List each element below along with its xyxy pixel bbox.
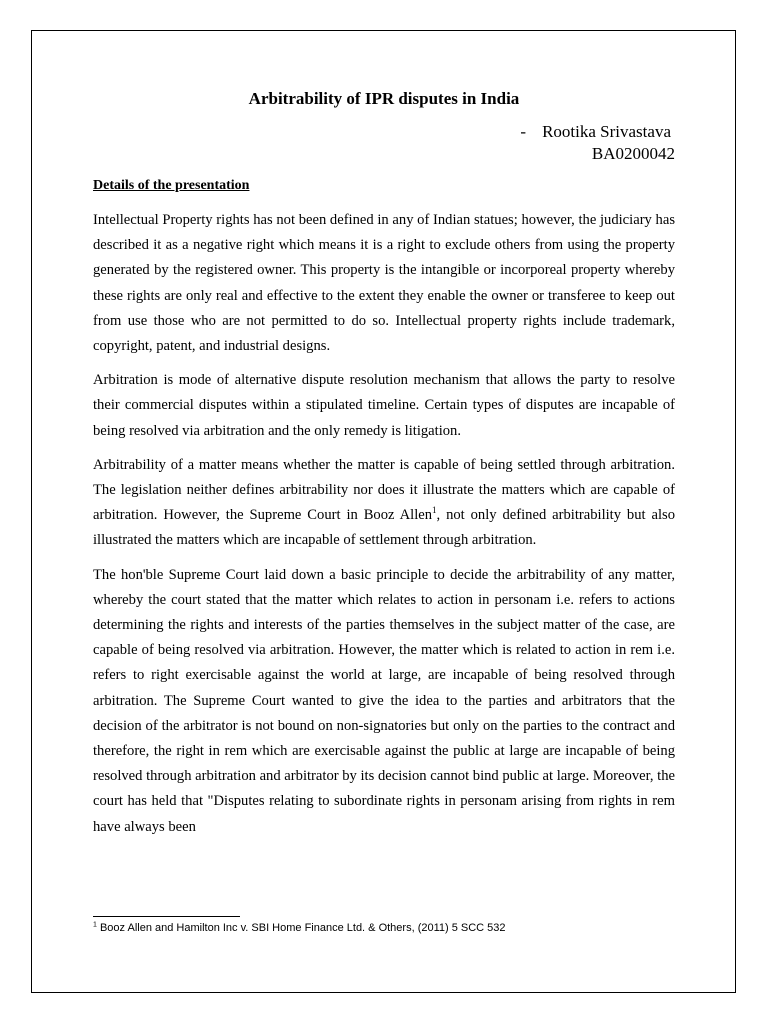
- author-line: [93, 121, 675, 143]
- paragraph-1: Intellectual Property rights has not been defined in any of Indian statues; however, the judiciary has described it as a negative right which means it is a right to exclude others from using the property generated by the registered owner. This property is the intangible or incorporeal property whereby these rights are only real and effective to the extent they enable the owner or transferee to keep out from use those who are not permitted to do so. Intellectual property rights include trademark, copyright, patent, and industrial designs.: [93, 212, 675, 355]
- footnote: [93, 921, 675, 935]
- paragraph-3-text-a: Arbitrability of a matter means whether the matter is capable of being settled through arbitration. The legislation neither defines arbitrability nor does it illustrate the matters which are capable of arbitration. However, the Supreme Court in Booz Allen: [93, 456, 675, 524]
- document-title: Arbitrability of IPR disputes in India: [248, 89, 520, 108]
- author-name: Rootika Srivastava: [542, 122, 671, 141]
- paragraph-2: Arbitration is mode of alternative dispute resolution mechanism that allows the party to resolve their commercial disputes within a stipulated timeline. Certain types of disputes are incapable of being resolved via arbitration and the only remedy is litigation.: [93, 372, 675, 439]
- paragraph-3-text-b: , not only defined arbitrability but also illustrated the matters which are incapable of settlement through arbitration.: [93, 507, 675, 549]
- author-block: [93, 121, 675, 165]
- footnote-number: 1: [93, 921, 97, 929]
- footnote-reference: 1: [432, 505, 437, 516]
- section-heading: Details of the presentation: [93, 178, 250, 193]
- roll-number: BA0200042: [591, 144, 675, 163]
- footnote-divider: [93, 916, 240, 917]
- document-page: [31, 30, 736, 993]
- paragraph-3: [93, 453, 675, 554]
- author-dash: -: [520, 122, 527, 141]
- paragraph-4: The hon'ble Supreme Court laid down a basic principle to decide the arbitrability of any matter, whereby the court stated that the matter which relates to action in personam i.e. refers to actions determining the rights and interests of the parties themselves in the subject matter of the case, are capable of being resolved via arbitration. However, the matter which is related to action in rem i.e. refers to right exercisable against the world at large, are incapable of being resolved through arbitration. The Supreme Court wanted to give the idea to the parties and arbitrators that the decision of the arbitrator is not bound on non-signatories but only on the parties to the contract and therefore, the right in rem which are exercisable against the public at large are incapable of being resolved through arbitration and arbitrator by its decision cannot bind public at large. Moreover, the court has held that "Disputes relating to subordinate rights in personam arising from rights in rem have always been: [93, 566, 675, 835]
- page-content: [93, 88, 675, 840]
- footnote-text: Booz Allen and Hamilton Inc v. SBI Home Finance Ltd. & Others, (2011) 5 SCC 532: [96, 922, 506, 934]
